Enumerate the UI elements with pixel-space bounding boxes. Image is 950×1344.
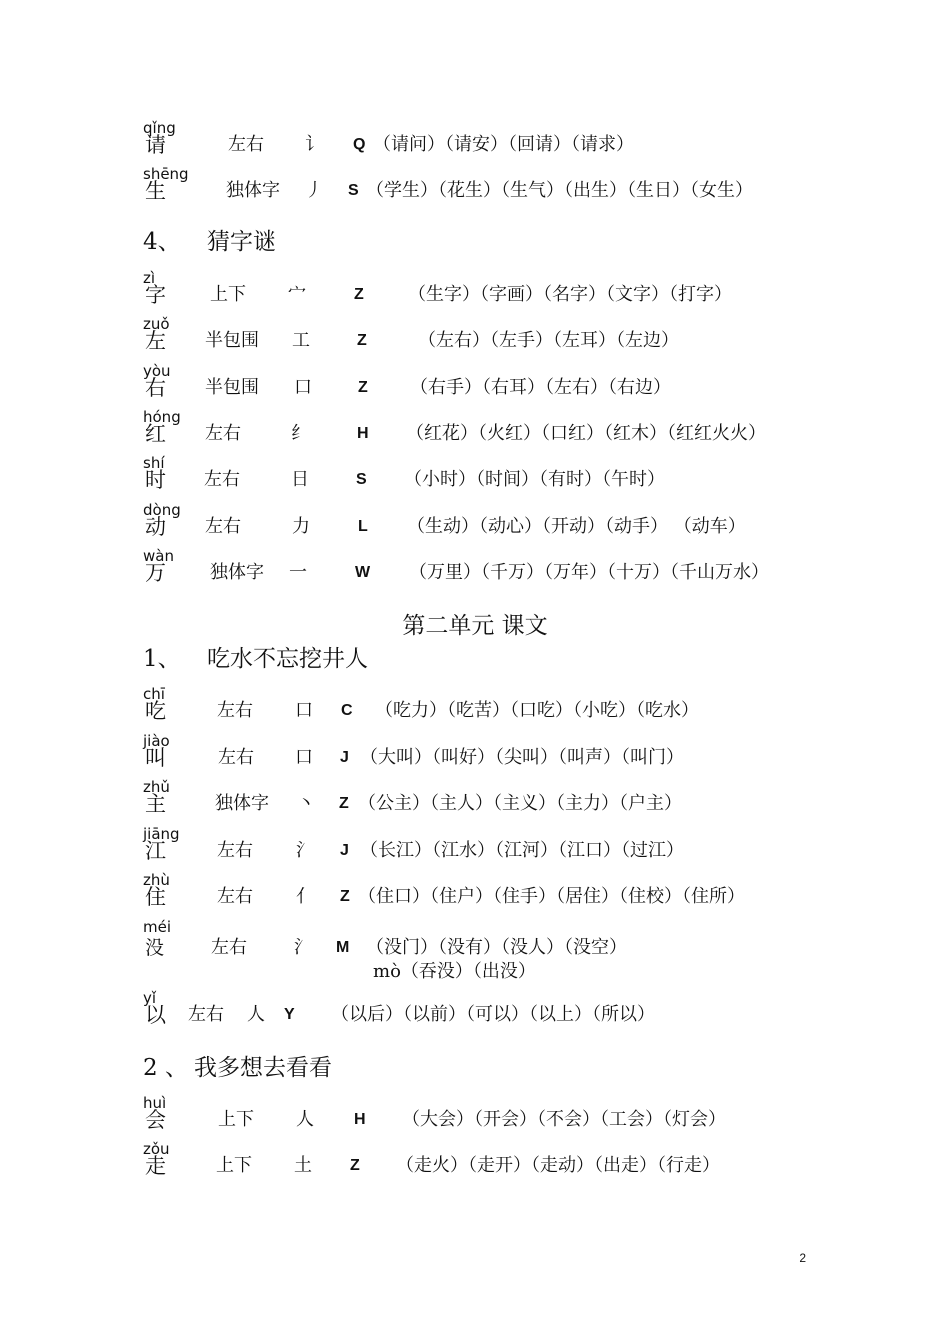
section-number: 4、 <box>143 229 181 255</box>
initial-letter: J <box>340 842 349 859</box>
initial-letter: Y <box>284 1006 295 1023</box>
entry-jiang <box>0 826 950 870</box>
radical: 口 <box>295 700 313 721</box>
radical: 讠 <box>305 134 323 155</box>
radical: 工 <box>292 330 310 351</box>
character: 生 <box>145 179 166 203</box>
word-list: （万里）（千万）（万年）（十万）（千山万水） <box>409 562 769 583</box>
character: 住 <box>145 885 166 909</box>
structure: 左右 <box>205 423 241 444</box>
pinyin: chī <box>143 685 165 703</box>
lesson-number: 1、 <box>143 646 181 672</box>
page-number: 2 <box>799 1251 806 1265</box>
word-list: （生动）（动心）（开动）（动手） （动车） <box>407 516 746 537</box>
character: 叫 <box>145 746 166 770</box>
character: 红 <box>145 422 166 446</box>
initial-letter: Z <box>339 795 349 812</box>
radical: 口 <box>294 377 312 398</box>
initial-letter: H <box>354 1111 366 1128</box>
pinyin: méi <box>143 918 172 936</box>
radical: 一 <box>289 562 307 583</box>
initial-letter: C <box>341 702 353 719</box>
lesson-heading-1 <box>143 644 368 674</box>
pinyin: shí <box>143 454 165 472</box>
pinyin: zhǔ <box>143 778 170 796</box>
word-list: （左右）（左手）（左耳）（左边） <box>418 330 679 351</box>
character: 动 <box>145 515 166 539</box>
entry-jiao <box>0 733 950 777</box>
word-list: （生字）（字画）（名字）（文字）（打字） <box>408 284 732 305</box>
section-heading-4 <box>143 227 276 257</box>
radical: 亻 <box>296 886 314 907</box>
word-list: （小时）（时间）（有时）（午时） <box>404 469 665 490</box>
structure: 左右 <box>188 1004 224 1025</box>
section-title: 猜字谜 <box>207 229 276 255</box>
entry-sheng <box>0 166 950 210</box>
word-list: （学生）（花生）（生气）（出生）（生日）（女生） <box>366 180 753 201</box>
structure: 独体字 <box>226 180 280 201</box>
pinyin: yòu <box>143 362 171 380</box>
pinyin: zì <box>143 269 156 287</box>
initial-letter: H <box>357 425 369 442</box>
character: 会 <box>145 1108 166 1132</box>
word-list: （大会）（开会）（不会）（工会）（灯会） <box>402 1109 726 1130</box>
entry-hong <box>0 409 950 453</box>
radical: 人 <box>247 1004 265 1025</box>
structure: 上下 <box>210 284 246 305</box>
structure: 独体字 <box>215 793 269 814</box>
word-list: （没门）（没有）（没人）（没空） <box>366 937 627 958</box>
radical: 氵 <box>294 937 312 958</box>
word-list: （住口）（住户）（住手）（居住）（住校）（住所） <box>358 886 745 907</box>
pinyin: zuǒ <box>143 315 170 333</box>
entry-shi <box>0 455 950 499</box>
pinyin: wàn <box>143 547 174 565</box>
unit-title: 第二单元 课文 <box>402 613 548 639</box>
structure: 左右 <box>217 886 253 907</box>
initial-letter: Z <box>357 332 367 349</box>
radical: 人 <box>296 1109 314 1130</box>
initial-letter: Z <box>358 379 368 396</box>
word-list: （大叫）（叫好）（尖叫）（叫声）（叫门） <box>360 747 684 768</box>
entry-wan <box>0 548 950 592</box>
character: 没 <box>145 937 165 959</box>
entry-hui <box>0 1095 950 1139</box>
word-list: （走火）（走开）（走动）（出走）（行走） <box>396 1155 720 1176</box>
word-list: （请问）（请安）（回请）（请求） <box>373 134 634 155</box>
word-list: （长江）（江水）（江河）（江口）（过江） <box>360 840 684 861</box>
entry-chi <box>0 686 950 730</box>
lesson-title: 吃水不忘挖井人 <box>207 646 368 672</box>
lesson-heading-2 <box>143 1053 332 1083</box>
pinyin: dòng <box>143 501 181 519</box>
character: 万 <box>145 561 166 585</box>
structure: 上下 <box>216 1155 252 1176</box>
initial-letter: S <box>356 471 367 488</box>
entry-qing <box>0 120 950 164</box>
character: 吃 <box>145 699 166 723</box>
entry-you <box>0 363 950 407</box>
word-list: （吃力）（吃苦）（口吃）（小吃）（吃水） <box>375 700 699 721</box>
initial-letter: L <box>358 518 368 535</box>
character: 走 <box>145 1154 166 1178</box>
lesson-number: 2 、 <box>143 1055 188 1081</box>
initial-letter: S <box>348 182 359 199</box>
initial-letter: Z <box>354 286 364 303</box>
entry-zi <box>0 270 950 314</box>
word-list: （公主）（主人）（主义）（主力）（户主） <box>358 793 682 814</box>
initial-letter: Q <box>353 136 366 153</box>
initial-letter: W <box>355 564 371 581</box>
radical: 土 <box>294 1155 312 1176</box>
structure: 独体字 <box>210 562 264 583</box>
entry-zou <box>0 1141 950 1185</box>
character: 右 <box>145 376 166 400</box>
word-list: （红花）（火红）（口红）（红木）（红红火火） <box>406 423 766 444</box>
initial-letter: M <box>336 939 350 956</box>
character: 请 <box>145 133 166 157</box>
pinyin: huì <box>143 1094 167 1112</box>
structure: 左右 <box>228 134 264 155</box>
initial-letter: Z <box>340 888 350 905</box>
radical: 宀 <box>288 284 306 305</box>
entry-zuo <box>0 316 950 360</box>
structure: 左右 <box>218 747 254 768</box>
structure: 半包围 <box>205 377 259 398</box>
pinyin: jiāng <box>143 825 180 843</box>
word-list: （以后）（以前）（可以）（以上）（所以） <box>331 1004 655 1025</box>
structure: 左右 <box>217 700 253 721</box>
entry-dong <box>0 502 950 546</box>
radical: 日 <box>291 469 309 490</box>
structure: 左右 <box>205 516 241 537</box>
entry-zhu-main <box>0 779 950 823</box>
radical: 纟 <box>291 423 309 444</box>
entry-zhu-live <box>0 872 950 916</box>
initial-letter: Z <box>350 1157 360 1174</box>
radical: 丿 <box>305 180 323 201</box>
radical: 丶 <box>297 793 315 814</box>
structure: 左右 <box>204 469 240 490</box>
pinyin: zhù <box>143 871 170 889</box>
pinyin: yǐ <box>143 989 157 1007</box>
structure: 左右 <box>217 840 253 861</box>
entry-mei <box>0 919 950 985</box>
character: 时 <box>145 468 166 492</box>
word-list: （右手）（右耳）（左右）（右边） <box>410 377 671 398</box>
lesson-title: 我多想去看看 <box>193 1055 332 1081</box>
entry-yi <box>0 990 950 1034</box>
radical: 口 <box>295 747 313 768</box>
character: 以 <box>145 1003 166 1027</box>
character: 主 <box>145 792 166 816</box>
pinyin: hóng <box>143 408 181 426</box>
pinyin: qǐng <box>143 119 176 137</box>
structure: 半包围 <box>205 330 259 351</box>
radical: 力 <box>292 516 310 537</box>
word-list-secondary: mò（吞没）（出没） <box>373 961 536 982</box>
pinyin: shēng <box>143 165 189 183</box>
initial-letter: J <box>340 749 349 766</box>
character: 江 <box>145 839 166 863</box>
pinyin: zǒu <box>143 1140 170 1158</box>
structure: 上下 <box>218 1109 254 1130</box>
pinyin: jiào <box>143 732 170 750</box>
structure: 左右 <box>211 937 247 958</box>
character: 字 <box>145 283 166 307</box>
radical: 氵 <box>296 840 314 861</box>
character: 左 <box>145 329 166 353</box>
